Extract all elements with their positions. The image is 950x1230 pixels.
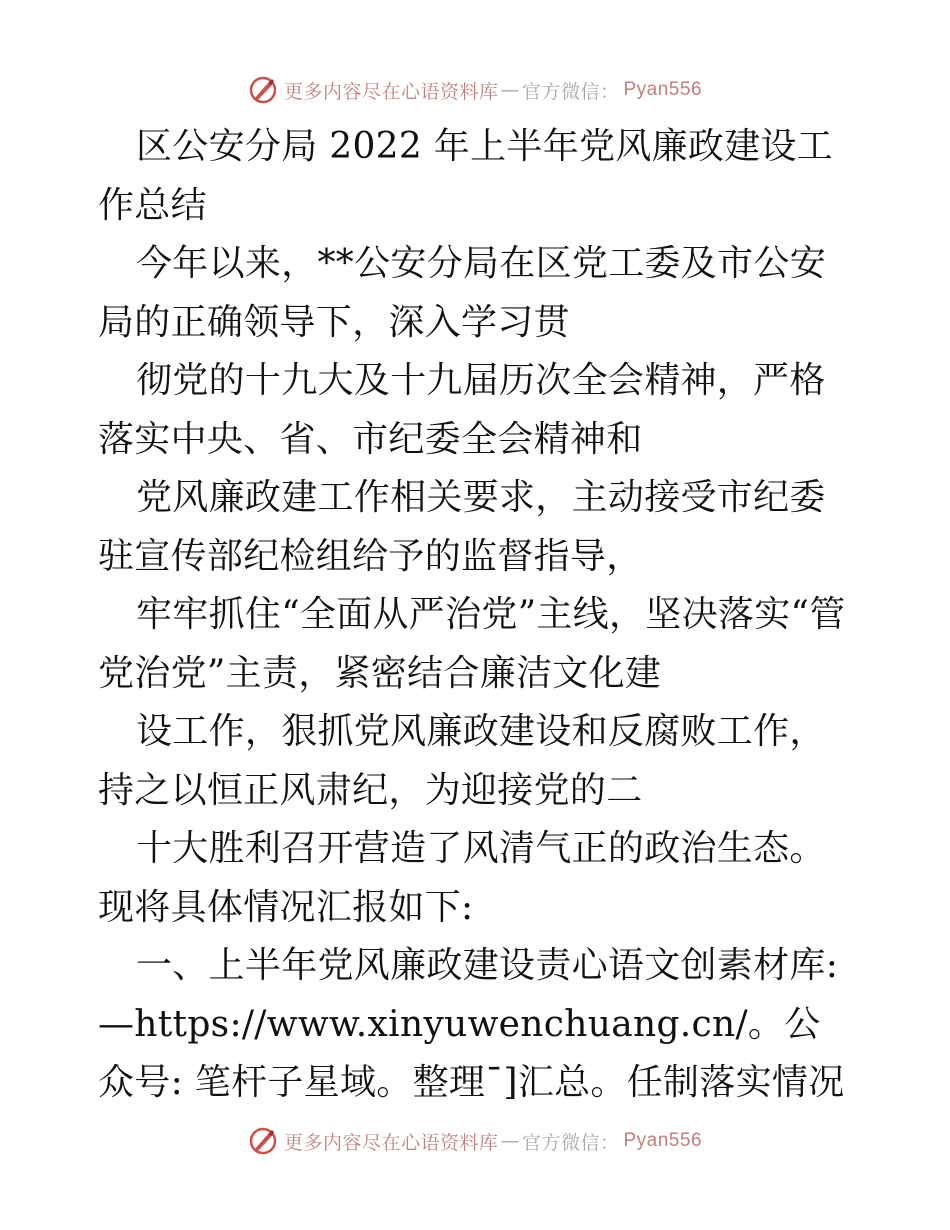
- paragraph-5: 设工作，狠抓党风廉政建设和反腐败工作，持之以恒正风肃纪，为迎接党的二: [98, 711, 826, 811]
- document-title: 区公安分局 2022 年上半年党风廉政建设工作总结: [98, 126, 834, 226]
- document-body: [98, 118, 852, 1113]
- watermark-left-text: 更多内容尽在心语资料库: [283, 80, 499, 103]
- pen-logo-icon: [248, 75, 278, 105]
- paragraph-1: 今年以来，**公安分局在区党工委及市公安局的正确领导下，深入学习贯: [98, 243, 826, 343]
- pen-logo-icon: [248, 1126, 278, 1156]
- paragraph-7: 一、上半年党风廉政建设责心语文创素材库: —https://www.xinyuwenchuang.cn/。公众号: 笔杆子星域。整理¯]汇总。任制落实情况: [98, 945, 845, 1103]
- paragraph-6: 十大胜利召开营造了风清气正的政治生态。现将具体情况汇报如下:: [98, 828, 826, 928]
- footer-watermark: [0, 1121, 950, 1161]
- header-watermark: [0, 70, 950, 110]
- watermark-right-text: 官方微信：: [521, 80, 620, 103]
- watermark-right-text: 官方微信：: [521, 1131, 620, 1154]
- watermark-wechat-id: Pyan556: [623, 79, 703, 100]
- paragraph-2: 彻党的十九大及十九届历次全会精神，严格落实中央、省、市纪委全会精神和: [98, 360, 826, 460]
- watermark-wechat-id: Pyan556: [623, 1130, 703, 1151]
- watermark-left-text: 更多内容尽在心语资料库: [283, 1131, 499, 1154]
- paragraph-3: 党风廉政建工作相关要求，主动接受市纪委驻宣传部纪检组给予的监督指导，: [98, 477, 826, 577]
- watermark-dash: —: [500, 79, 520, 101]
- paragraph-4: 牢牢抓住“全面从严治党”主线，坚决落实“管党治党”主责，紧密结合廉洁文化建: [98, 594, 846, 694]
- watermark-dash: —: [500, 1130, 520, 1152]
